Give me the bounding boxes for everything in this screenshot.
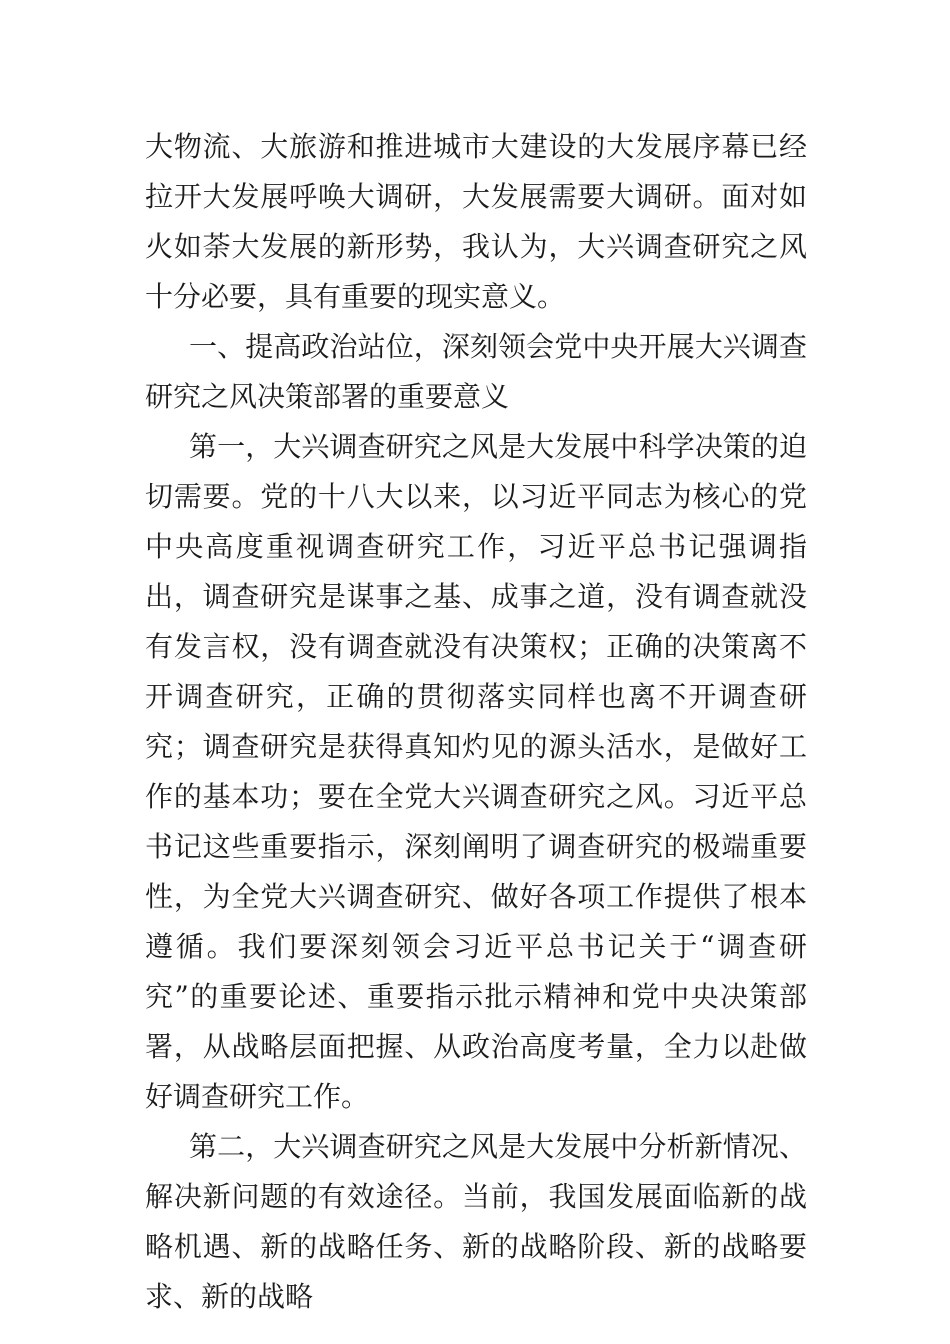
- paragraph-continuation: 大物流、大旅游和推进城市大建设的大发展序幕已经拉开大发展呼唤大调研，大发展需要大调研。面对如火如荼大发展的新形势，我认为，大兴调查研究之风十分必要，具有重要的现实意义。: [145, 130, 807, 313]
- section-heading: 一、提高政治站位，深刻领会党中央开展大兴调查研究之风决策部署的重要意义: [145, 330, 807, 413]
- paragraph-first-point: 第一，大兴调查研究之风是大发展中科学决策的迫切需要。党的十八大以来，以习近平同志为核心的党中央高度重视调查研究工作，习近平总书记强调指出，调查研究是谋事之基、成事之道，没有调查就没有发言权，没有调查就没有决策权；正确的决策离不开调查研究，正确的贯彻落实同样也离不开调查研究；调查研究是获得真知灼见的源头活水，是做好工作的基本功；要在全党大兴调查研究之风。习近平总书记这些重要指示，深刻阐明了调查研究的极端重要性，为全党大兴调查研究、做好各项工作提供了根本遵循。我们要深刻领会习近平总书记关于“调查研究”的重要论述、重要指示批示精神和党中央决策部署，从战略层面把握、从政治高度考量，全力以赴做好调查研究工作。: [145, 430, 807, 1113]
- document-body: [145, 122, 807, 1322]
- paragraph-second-point: 第二，大兴调查研究之风是大发展中分析新情况、解决新问题的有效途径。当前，我国发展面临新的战略机遇、新的战略任务、新的战略阶段、新的战略要求、新的战略: [145, 1130, 807, 1313]
